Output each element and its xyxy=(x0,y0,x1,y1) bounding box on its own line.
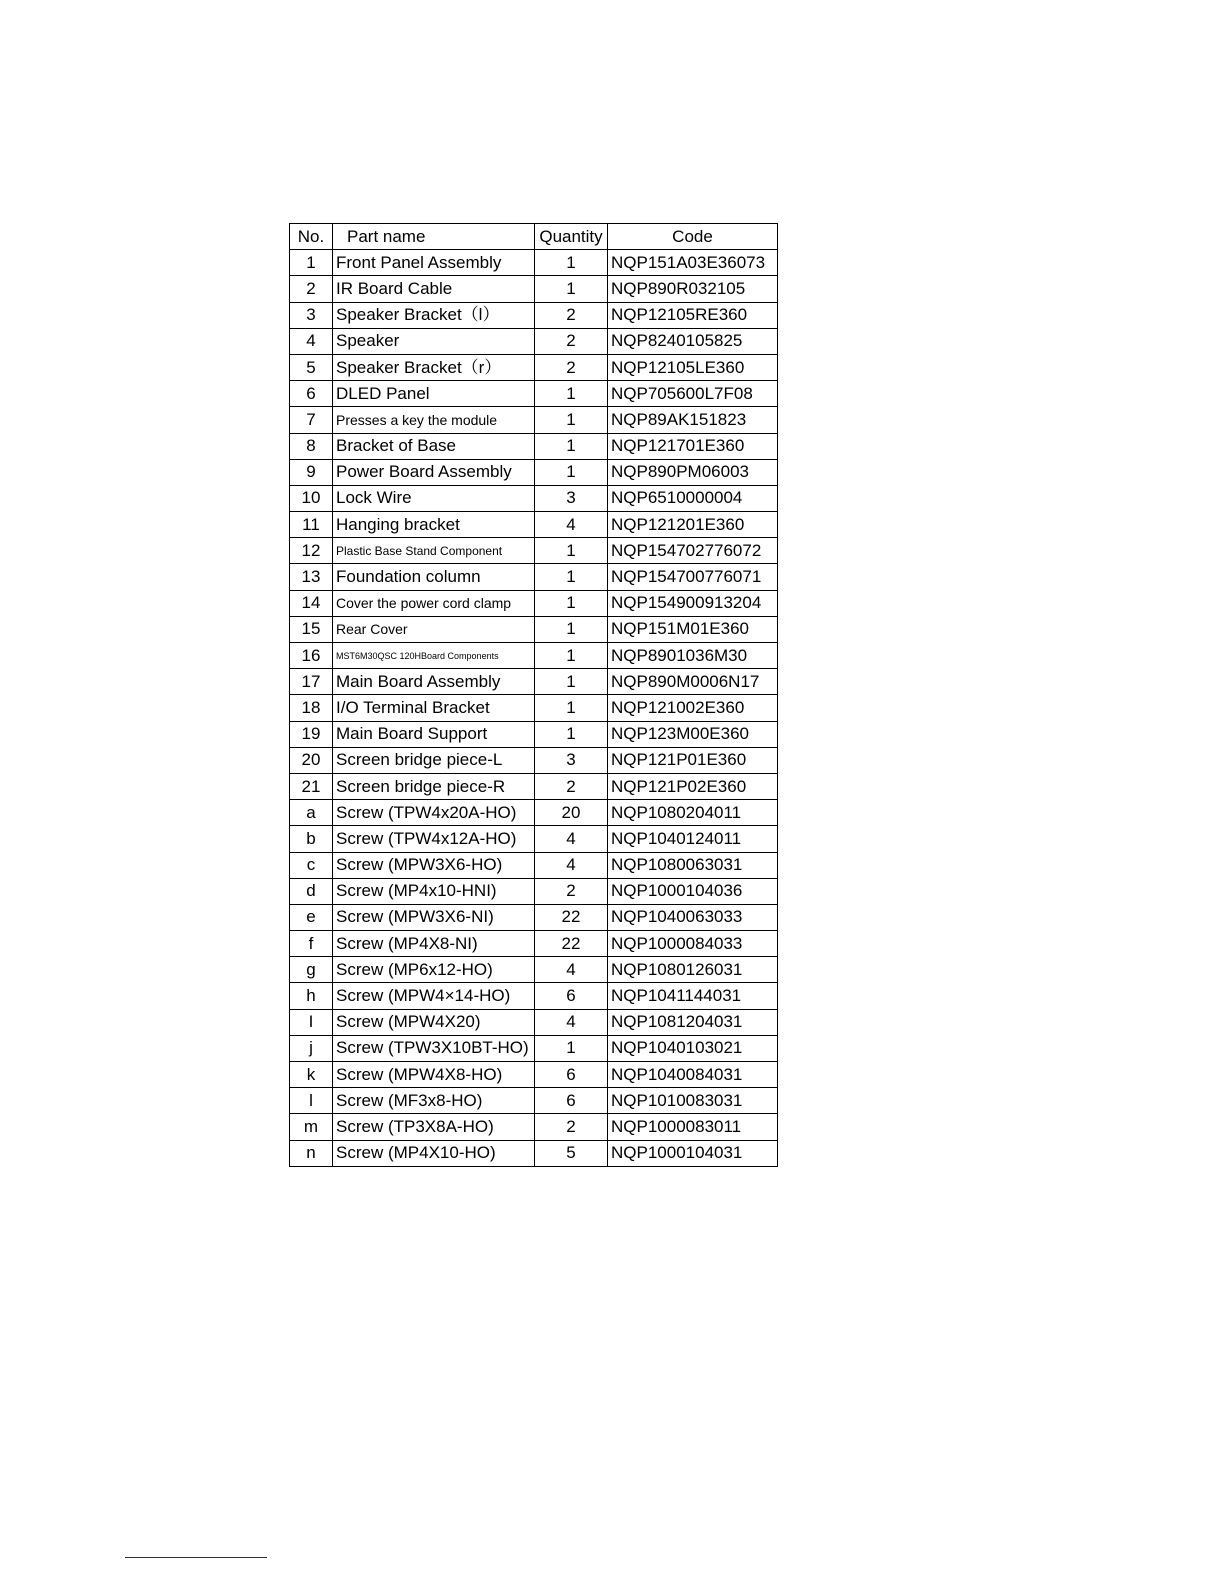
table-row xyxy=(290,826,778,852)
cell-part-name: Screw (MPW4×14-HO) xyxy=(333,983,535,1009)
column-header-code: Code xyxy=(608,224,778,250)
table-row xyxy=(290,669,778,695)
cell-no: 4 xyxy=(290,328,333,354)
table-row xyxy=(290,1062,778,1088)
cell-code: NQP121P02E360 xyxy=(608,773,778,799)
cell-code: NQP1010083031 xyxy=(608,1088,778,1114)
cell-no: 20 xyxy=(290,747,333,773)
cell-part-name: Rear Cover xyxy=(333,616,535,642)
table-header xyxy=(290,224,778,250)
cell-part-name: Main Board Assembly xyxy=(333,669,535,695)
cell-part-name: I/O Terminal Bracket xyxy=(333,695,535,721)
cell-no: 15 xyxy=(290,616,333,642)
table-row xyxy=(290,276,778,302)
cell-code: NQP151A03E36073 xyxy=(608,250,778,276)
table-row xyxy=(290,695,778,721)
cell-code: NQP1041144031 xyxy=(608,983,778,1009)
table-row xyxy=(290,800,778,826)
cell-quantity: 4 xyxy=(535,1009,608,1035)
cell-code: NQP890R032105 xyxy=(608,276,778,302)
cell-no: 19 xyxy=(290,721,333,747)
cell-code: NQP8901036M30 xyxy=(608,643,778,669)
table-row xyxy=(290,747,778,773)
cell-quantity: 6 xyxy=(535,1088,608,1114)
cell-code: NQP1040124011 xyxy=(608,826,778,852)
cell-quantity: 1 xyxy=(535,616,608,642)
cell-part-name: Speaker xyxy=(333,328,535,354)
cell-no: j xyxy=(290,1035,333,1061)
cell-part-name: Speaker Bracket（r） xyxy=(333,354,535,380)
cell-no: d xyxy=(290,878,333,904)
table-row xyxy=(290,878,778,904)
cell-no: m xyxy=(290,1114,333,1140)
cell-quantity: 1 xyxy=(535,1035,608,1061)
cell-quantity: 2 xyxy=(535,1114,608,1140)
cell-part-name: Screen bridge piece-L xyxy=(333,747,535,773)
cell-part-name: Screw (MPW4X20) xyxy=(333,1009,535,1035)
cell-quantity: 1 xyxy=(535,276,608,302)
cell-part-name: Screw (TP3X8A-HO) xyxy=(333,1114,535,1140)
cell-code: NQP1000084033 xyxy=(608,931,778,957)
table-row xyxy=(290,590,778,616)
cell-no: 14 xyxy=(290,590,333,616)
cell-no: 3 xyxy=(290,302,333,328)
cell-part-name: Screw (MPW3X6-NI) xyxy=(333,904,535,930)
cell-part-name: Screw (MPW4X8-HO) xyxy=(333,1062,535,1088)
cell-quantity: 6 xyxy=(535,983,608,1009)
cell-quantity: 22 xyxy=(535,931,608,957)
cell-code: NQP121P01E360 xyxy=(608,747,778,773)
table-row xyxy=(290,354,778,380)
table-row xyxy=(290,1088,778,1114)
cell-code: NQP1000104036 xyxy=(608,878,778,904)
cell-quantity: 1 xyxy=(535,564,608,590)
cell-no: 10 xyxy=(290,485,333,511)
cell-part-name: MST6M30QSC 120HBoard Components xyxy=(333,643,535,669)
cell-no: g xyxy=(290,957,333,983)
cell-no: 16 xyxy=(290,643,333,669)
cell-quantity: 1 xyxy=(535,721,608,747)
cell-code: NQP890PM06003 xyxy=(608,459,778,485)
table-row xyxy=(290,1009,778,1035)
table-row xyxy=(290,773,778,799)
cell-no: 17 xyxy=(290,669,333,695)
cell-quantity: 4 xyxy=(535,852,608,878)
cell-part-name: Screw (TPW4x20A-HO) xyxy=(333,800,535,826)
table-row xyxy=(290,512,778,538)
cell-part-name: Screw (TPW4x12A-HO) xyxy=(333,826,535,852)
cell-part-name: Foundation column xyxy=(333,564,535,590)
column-header-no: No. xyxy=(290,224,333,250)
table-row xyxy=(290,250,778,276)
cell-code: NQP1080126031 xyxy=(608,957,778,983)
cell-part-name: IR Board Cable xyxy=(333,276,535,302)
table-row xyxy=(290,433,778,459)
cell-part-name: Presses a key the module xyxy=(333,407,535,433)
table-row xyxy=(290,459,778,485)
cell-no: 1 xyxy=(290,250,333,276)
cell-no: l xyxy=(290,1088,333,1114)
cell-part-name: Screw (TPW3X10BT-HO) xyxy=(333,1035,535,1061)
cell-quantity: 1 xyxy=(535,695,608,721)
parts-list-table xyxy=(289,223,778,1167)
cell-code: NQP121701E360 xyxy=(608,433,778,459)
cell-quantity: 2 xyxy=(535,878,608,904)
table-row xyxy=(290,1035,778,1061)
cell-quantity: 5 xyxy=(535,1140,608,1166)
cell-quantity: 2 xyxy=(535,302,608,328)
cell-no: f xyxy=(290,931,333,957)
column-header-part-name: Part name xyxy=(333,224,535,250)
cell-quantity: 2 xyxy=(535,773,608,799)
table-row xyxy=(290,564,778,590)
cell-quantity: 1 xyxy=(535,250,608,276)
cell-quantity: 1 xyxy=(535,459,608,485)
table-row xyxy=(290,538,778,564)
cell-part-name: Speaker Bracket（l） xyxy=(333,302,535,328)
table-row xyxy=(290,1140,778,1166)
cell-quantity: 4 xyxy=(535,826,608,852)
cell-quantity: 1 xyxy=(535,669,608,695)
table-body xyxy=(290,250,778,1167)
cell-no: 7 xyxy=(290,407,333,433)
cell-no: b xyxy=(290,826,333,852)
cell-no: 8 xyxy=(290,433,333,459)
cell-part-name: Power Board Assembly xyxy=(333,459,535,485)
cell-code: NQP154700776071 xyxy=(608,564,778,590)
cell-code: NQP123M00E360 xyxy=(608,721,778,747)
cell-part-name: DLED Panel xyxy=(333,381,535,407)
cell-code: NQP1080204011 xyxy=(608,800,778,826)
cell-part-name: Screw (MP6x12-HO) xyxy=(333,957,535,983)
cell-no: 6 xyxy=(290,381,333,407)
cell-code: NQP12105LE360 xyxy=(608,354,778,380)
cell-code: NQP1000083011 xyxy=(608,1114,778,1140)
cell-part-name: Screw (MP4X8-NI) xyxy=(333,931,535,957)
cell-part-name: Cover the power cord clamp xyxy=(333,590,535,616)
table-row xyxy=(290,957,778,983)
cell-code: NQP8240105825 xyxy=(608,328,778,354)
cell-part-name: Screw (MPW3X6-HO) xyxy=(333,852,535,878)
cell-no: k xyxy=(290,1062,333,1088)
table-header-row xyxy=(290,224,778,250)
cell-part-name: Lock Wire xyxy=(333,485,535,511)
cell-quantity: 20 xyxy=(535,800,608,826)
cell-no: 13 xyxy=(290,564,333,590)
cell-quantity: 3 xyxy=(535,747,608,773)
cell-no: n xyxy=(290,1140,333,1166)
cell-part-name: Hanging bracket xyxy=(333,512,535,538)
cell-part-name: Main Board Support xyxy=(333,721,535,747)
cell-no: 5 xyxy=(290,354,333,380)
cell-no: a xyxy=(290,800,333,826)
column-header-quantity: Quantity xyxy=(535,224,608,250)
cell-no: 2 xyxy=(290,276,333,302)
footnote-separator xyxy=(125,1557,267,1558)
cell-no: 12 xyxy=(290,538,333,564)
cell-no: 21 xyxy=(290,773,333,799)
cell-part-name: Screw (MP4X10-HO) xyxy=(333,1140,535,1166)
cell-part-name: Screw (MP4x10-HNI) xyxy=(333,878,535,904)
cell-quantity: 3 xyxy=(535,485,608,511)
cell-code: NQP705600L7F08 xyxy=(608,381,778,407)
cell-code: NQP1000104031 xyxy=(608,1140,778,1166)
cell-part-name: Front Panel Assembly xyxy=(333,250,535,276)
table-row xyxy=(290,381,778,407)
cell-quantity: 1 xyxy=(535,433,608,459)
cell-part-name: Screw (MF3x8-HO) xyxy=(333,1088,535,1114)
cell-code: NQP154702776072 xyxy=(608,538,778,564)
cell-code: NQP1040103021 xyxy=(608,1035,778,1061)
cell-no: 9 xyxy=(290,459,333,485)
cell-quantity: 6 xyxy=(535,1062,608,1088)
cell-quantity: 4 xyxy=(535,957,608,983)
table-row xyxy=(290,904,778,930)
cell-no: h xyxy=(290,983,333,1009)
cell-code: NQP6510000004 xyxy=(608,485,778,511)
cell-quantity: 2 xyxy=(535,328,608,354)
cell-code: NQP12105RE360 xyxy=(608,302,778,328)
cell-code: NQP890M0006N17 xyxy=(608,669,778,695)
cell-no: c xyxy=(290,852,333,878)
table-row xyxy=(290,485,778,511)
cell-quantity: 1 xyxy=(535,407,608,433)
cell-quantity: 1 xyxy=(535,381,608,407)
cell-quantity: 2 xyxy=(535,354,608,380)
cell-code: NQP154900913204 xyxy=(608,590,778,616)
cell-code: NQP121002E360 xyxy=(608,695,778,721)
cell-part-name: Plastic Base Stand Component xyxy=(333,538,535,564)
cell-part-name: Bracket of Base xyxy=(333,433,535,459)
table-row xyxy=(290,328,778,354)
table-row xyxy=(290,643,778,669)
table-row xyxy=(290,983,778,1009)
table-row xyxy=(290,302,778,328)
table-row xyxy=(290,407,778,433)
cell-no: 11 xyxy=(290,512,333,538)
cell-code: NQP1081204031 xyxy=(608,1009,778,1035)
cell-quantity: 1 xyxy=(535,590,608,616)
cell-code: NQP121201E360 xyxy=(608,512,778,538)
cell-no: 18 xyxy=(290,695,333,721)
table-row xyxy=(290,616,778,642)
table-row xyxy=(290,931,778,957)
cell-quantity: 22 xyxy=(535,904,608,930)
cell-code: NQP89AK151823 xyxy=(608,407,778,433)
cell-no: e xyxy=(290,904,333,930)
cell-part-name: Screen bridge piece-R xyxy=(333,773,535,799)
cell-code: NQP1040084031 xyxy=(608,1062,778,1088)
cell-code: NQP1040063033 xyxy=(608,904,778,930)
table-row xyxy=(290,1114,778,1140)
cell-code: NQP1080063031 xyxy=(608,852,778,878)
cell-quantity: 4 xyxy=(535,512,608,538)
cell-quantity: 1 xyxy=(535,643,608,669)
cell-no: I xyxy=(290,1009,333,1035)
table-row xyxy=(290,852,778,878)
table-row xyxy=(290,721,778,747)
cell-code: NQP151M01E360 xyxy=(608,616,778,642)
cell-quantity: 1 xyxy=(535,538,608,564)
